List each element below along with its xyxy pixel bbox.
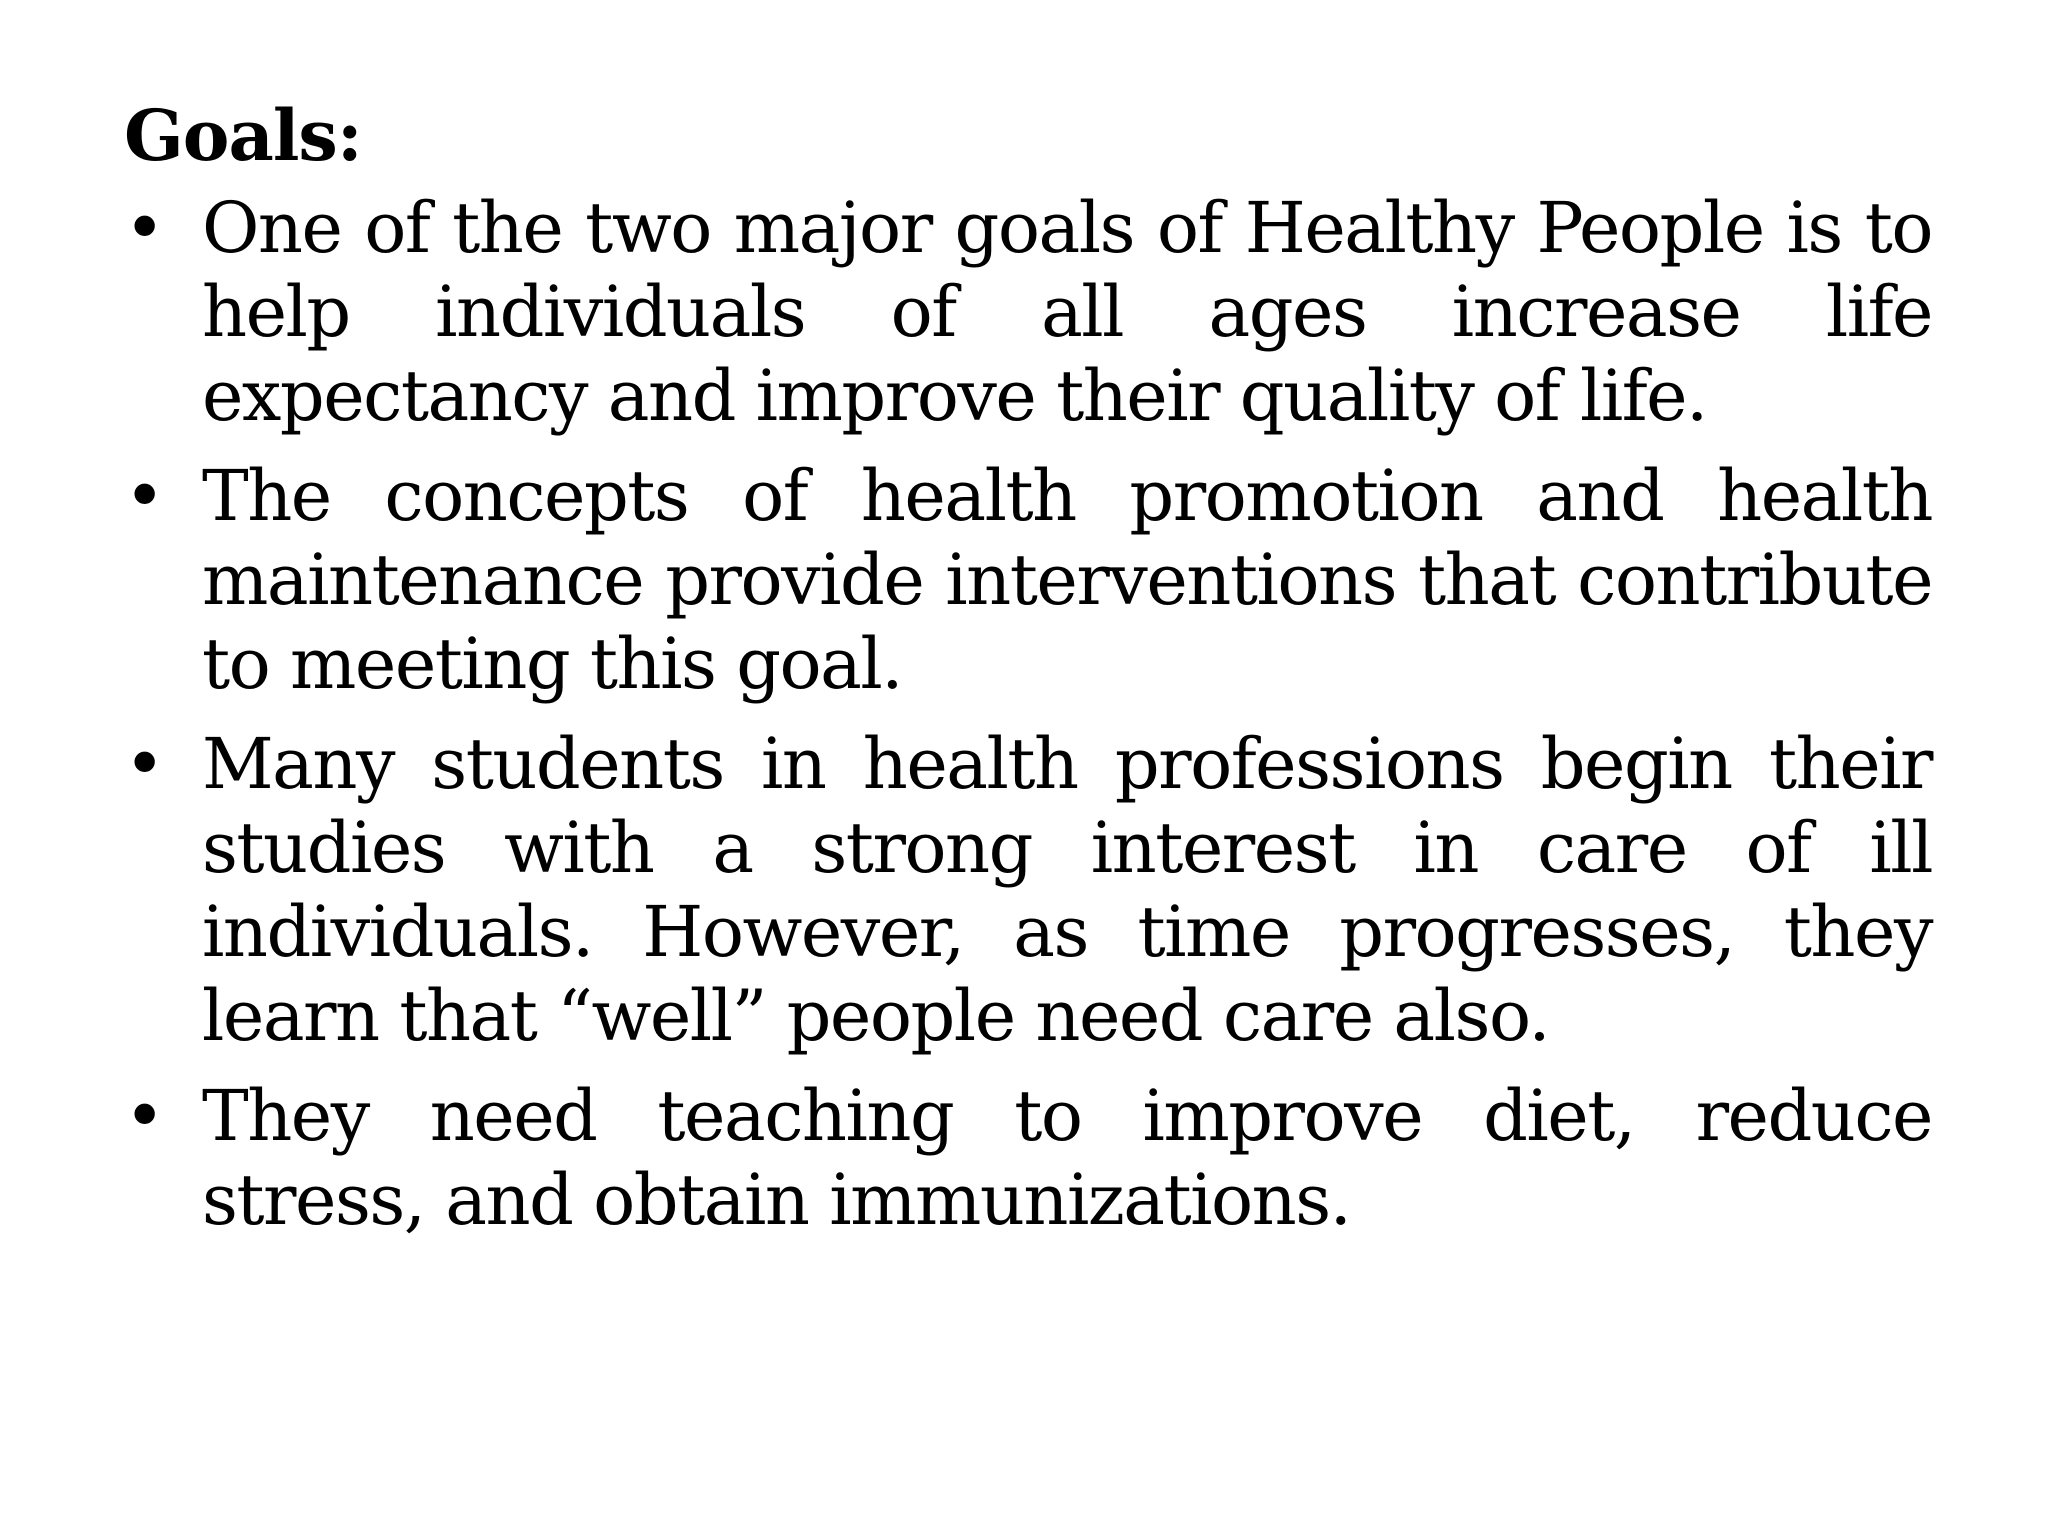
slide-content bbox=[124, 86, 1932, 1242]
bullet-list bbox=[124, 186, 1932, 1242]
bullet-text: The concepts of health promotion and health maintenance provide interventions that contribute to meeting this goal. bbox=[202, 455, 1932, 705]
bullet-item bbox=[124, 722, 1932, 1058]
bullet-text: They need teaching to improve diet, reduce stress, and obtain immunizations. bbox=[202, 1075, 1932, 1241]
bullet-icon: • bbox=[124, 723, 164, 805]
bullet-icon: • bbox=[124, 1075, 164, 1157]
slide-heading: Goals: bbox=[124, 94, 362, 177]
bullet-text: Many students in health professions begin their studies with a strong interest in care of ill individuals. However, as time progresses, they learn that “well” people need care also. bbox=[202, 723, 1932, 1057]
bullet-item bbox=[124, 1074, 1932, 1242]
bullet-icon: • bbox=[124, 455, 164, 537]
bullet-item bbox=[124, 454, 1932, 706]
bullet-icon: • bbox=[124, 187, 164, 269]
bullet-item bbox=[124, 186, 1932, 438]
bullet-text: One of the two major goals of Healthy People is to help individuals of all ages increase life expectancy and improve their quality of life. bbox=[202, 187, 1932, 437]
